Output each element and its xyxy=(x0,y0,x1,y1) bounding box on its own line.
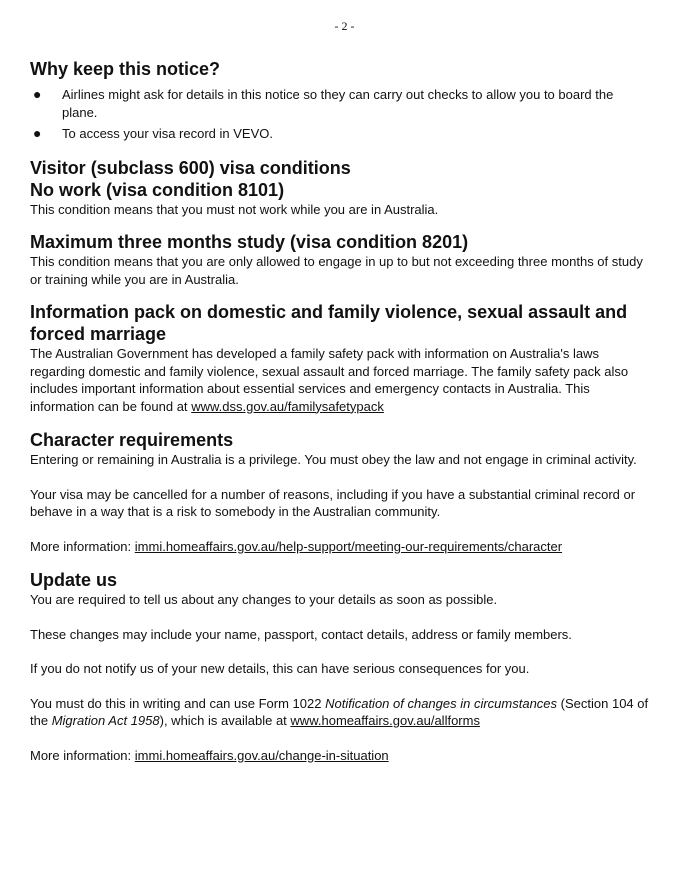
study-text: This condition means that you are only allowed to engage in up to but not exceeding three months of study or training while you are in Australia. xyxy=(30,254,643,287)
character-paragraph-1: Entering or remaining in Australia is a privilege. You must obey the law and not engage in criminal activity. xyxy=(30,452,637,467)
update-paragraph-2: These changes may include your name, passport, contact details, address or family members. xyxy=(30,626,572,642)
bullet-icon: ● xyxy=(33,125,42,141)
study-heading: Maximum three months study (visa condition 8201) xyxy=(30,232,469,252)
visa-conditions-heading: Visitor (subclass 600) visa conditions xyxy=(30,157,351,178)
form-text-c: ), which is available at xyxy=(159,713,287,728)
change-situation-link[interactable]: immi.homeaffairs.gov.au/change-in-situation xyxy=(134,747,389,763)
character-more-info xyxy=(30,538,649,556)
character-link[interactable]: immi.homeaffairs.gov.au/help-support/meeting-our-requirements/character xyxy=(134,538,563,554)
more-info-label: More information: xyxy=(30,538,132,554)
act-title: Migration Act 1958 xyxy=(51,713,160,728)
info-pack-body: The Australian Government has developed a family safety pack with information on Australia's laws regarding domestic and family violence, sexual assault and forced marriage. The family safety pack also includes important information about essential services and emergency contacts in Australia. This information can be found at xyxy=(30,346,629,414)
form-text-b: (Section 104 of the xyxy=(30,695,649,728)
no-work-heading: No work (visa condition 8101) xyxy=(30,179,285,200)
keep-notice-section xyxy=(30,58,649,143)
list-item-text: To access your visa record in VEVO. xyxy=(62,126,273,141)
info-pack-heading: Information pack on domestic and family violence, sexual assault and forced marriage xyxy=(30,302,628,344)
more-info-label: More information: xyxy=(30,747,132,763)
no-work-text: This condition means that you must not work while you are in Australia. xyxy=(30,201,439,217)
update-section xyxy=(30,569,649,764)
info-pack-text xyxy=(30,345,649,415)
list-item xyxy=(30,86,649,121)
keep-notice-heading: Why keep this notice? xyxy=(30,59,221,79)
character-section xyxy=(30,429,649,555)
update-paragraph-1: You are required to tell us about any changes to your details as soon as possible. xyxy=(30,592,498,607)
character-heading: Character requirements xyxy=(30,430,234,450)
keep-notice-list xyxy=(30,86,649,143)
visa-conditions-section xyxy=(30,157,649,219)
update-heading: Update us xyxy=(30,570,118,590)
character-paragraph-2: Your visa may be cancelled for a number of reasons, including if you have a substantial criminal record or behave in a way that is a risk to somebody in the Australian community. xyxy=(30,486,636,519)
info-pack-section xyxy=(30,301,649,415)
list-item-text: Airlines might ask for details in this notice so they can carry out checks to allow you to board the plane. xyxy=(62,87,614,120)
allforms-link[interactable]: www.homeaffairs.gov.au/allforms xyxy=(290,713,480,728)
update-more-info xyxy=(30,747,649,765)
form-text-a: You must do this in writing and can use Form 1022 xyxy=(30,695,322,711)
update-paragraph-4 xyxy=(30,695,649,730)
form-title: Notification of changes in circumstances xyxy=(325,695,558,711)
bullet-icon: ● xyxy=(33,86,42,102)
list-item xyxy=(30,125,649,143)
study-section xyxy=(30,231,649,288)
family-safety-link[interactable]: www.dss.gov.au/familysafetypack xyxy=(191,398,384,414)
update-paragraph-3: If you do not notify us of your new details, this can have serious consequences for you. xyxy=(30,661,530,676)
page-number: - 2 - xyxy=(334,19,355,33)
